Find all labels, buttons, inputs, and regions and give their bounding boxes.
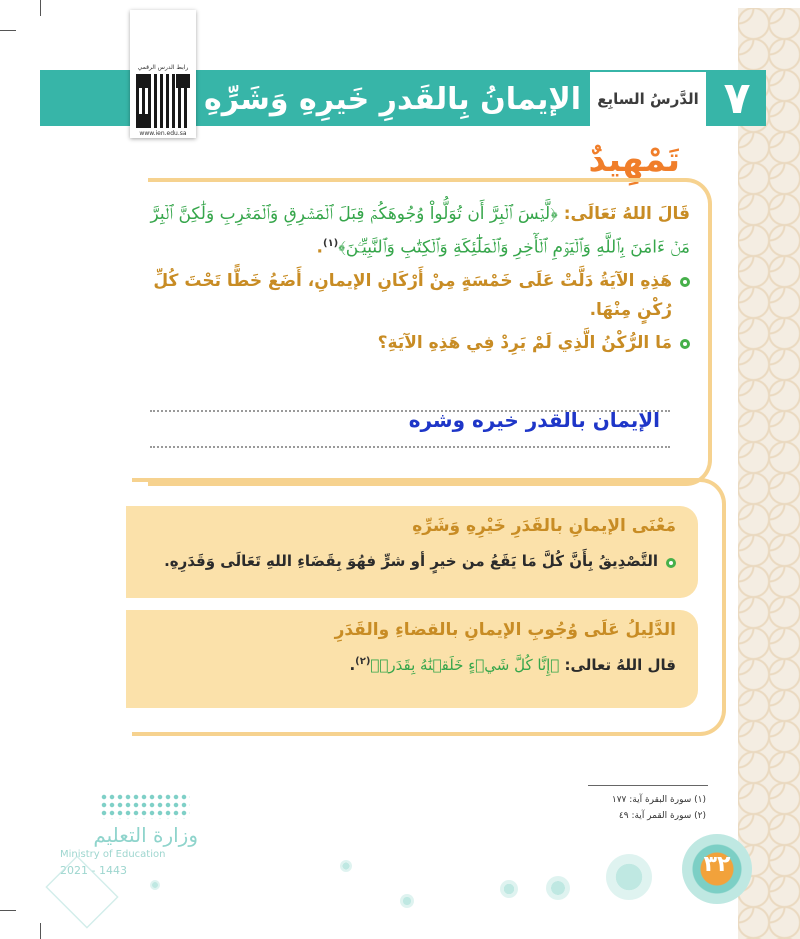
bullet-text: هَذِهِ الآيَةُ دَلَّتْ عَلَى خَمْسَةٍ مِنْ أَرْكَانِ الإيمانِ، أَضَعُ خَطًّا تَحْتَ كُلِّ رُكْنٍ مِنْهَا. — [153, 270, 672, 320]
ministry-name-en: Ministry of Education — [60, 849, 166, 860]
qr-code-icon[interactable] — [136, 74, 190, 128]
ministry-year: 2021 - 1443 — [60, 864, 127, 877]
decorative-rosette — [546, 876, 570, 900]
decorative-rosette — [340, 860, 352, 872]
decorative-rosette — [400, 894, 414, 908]
qr-url: www.ien.edu.sa — [139, 130, 187, 137]
decorative-rosette — [500, 880, 518, 898]
quran-verse: ﴿إِنَّا كُلَّ شَيۡءٍ خَلَقۡنَٰهُ بِقَدَرٖ﴾ — [370, 656, 560, 674]
crop-mark — [0, 30, 16, 31]
answer-line — [150, 446, 670, 448]
footnotes — [500, 792, 706, 824]
verse-intro: قَالَ اللهُ تَعَالَى: — [563, 204, 690, 224]
bullet-icon — [666, 558, 676, 568]
decorative-rosette — [606, 854, 652, 900]
crop-mark — [40, 923, 41, 939]
verse-intro: قال اللهُ تعالى: — [564, 656, 676, 674]
meaning-title: مَعْنَى الإيمانِ بالقَدَرِ خَيْرِهِ وَشَرِّهِ — [412, 516, 676, 536]
meaning-body — [118, 552, 676, 570]
footnote-item: (١) سورة البقرة آية: ١٧٧ — [611, 795, 706, 805]
intro-heading: تَمْهِيدٌ — [588, 140, 680, 180]
ministry-logo-icon — [100, 793, 190, 819]
bullet-icon — [680, 277, 690, 287]
lesson-title: الإيمانُ بِالقَدرِ خَيرِهِ وَشَرِّهِ — [204, 81, 581, 117]
crop-mark — [40, 0, 41, 16]
qr-caption: رابط الدرس الرقمي — [137, 64, 189, 71]
decorative-rosette — [150, 880, 160, 890]
intro-verse-paragraph: قَالَ اللهُ تَعَالَى: ﴿لَّيۡسَ ٱلۡبِرَّ أَن تُوَلُّواْ وُجُوهَكُمۡ قِبَلَ ٱلۡمَشۡرِقِ وَٱلۡمَغۡرِبِ وَلَٰكِنَّ ٱلۡبِرَّ مَنۡ ءَامَنَ بِٱللَّهِ وَٱلۡيَوۡمِ ٱلۡأٓخِرِ وَٱلۡمَلَٰٓئِكَةِ وَٱلۡكِتَٰبِ وَٱلنَّبِيِّـۧنَ﴾$^{(١)}$. — [150, 204, 690, 258]
intro-content — [150, 200, 690, 358]
page-number: ٣٢ — [703, 852, 731, 877]
bullet-item — [150, 329, 690, 358]
evidence-title: الدَّلِيلُ عَلَى وُجُوبِ الإيمانِ بالقضاءِ والقَدَرِ — [334, 620, 676, 640]
footnote-ref: (١) — [322, 238, 339, 249]
meaning-panel — [126, 506, 698, 598]
lesson-number: ٧ — [708, 70, 766, 126]
handwritten-answer[interactable]: الإيمان بالقدر خيره وشره — [408, 408, 660, 432]
bullet-text: مَا الرُّكْنُ الَّذِي لَمْ يَرِدْ فِي هَذِهِ الآيَةِ؟ — [377, 332, 672, 353]
footnote-divider — [588, 785, 708, 786]
lesson-label: الدَّرسُ السابِع — [590, 72, 706, 126]
evidence-body: قال اللهُ تعالى: ﴿إِنَّا كُلَّ شَيۡءٍ خَلَقۡنَٰهُ بِقَدَرٖ﴾$^{(٢)}$. — [349, 656, 676, 674]
qr-code-card[interactable] — [130, 10, 196, 138]
crop-mark — [0, 910, 16, 911]
bullet-icon — [680, 339, 690, 349]
quran-verse: ﴿لَّيۡسَ ٱلۡبِرَّ أَن تُوَلُّواْ وُجُوهَكُمۡ قِبَلَ ٱلۡمَشۡرِقِ وَٱلۡمَغۡرِبِ وَلَٰكِنَّ ٱلۡبِرَّ مَنۡ ءَامَنَ بِٱللَّهِ وَٱلۡيَوۡمِ ٱلۡأٓخِرِ وَٱلۡمَلَٰٓئِكَةِ وَٱلۡكِتَٰبِ وَٱلنَّبِيِّـۧنَ﴾ — [150, 204, 690, 258]
meaning-text: التَّصْدِيقُ بِأَنَّ كُلَّ مَا يَقَعُ من خيرٍ أو شرٍّ فهُوَ بِقَضَاءِ اللهِ تَعَالَى وَقَدَرِهِ. — [164, 552, 658, 570]
decorative-side-pattern — [738, 8, 800, 939]
evidence-panel — [126, 610, 698, 708]
ministry-name-ar: وزارة التعليم — [93, 823, 198, 847]
footnote-ref: (٢) — [355, 656, 371, 667]
bullet-item — [150, 267, 690, 325]
footnote-item: (٢) سورة القمر آية: ٤٩ — [618, 811, 706, 821]
